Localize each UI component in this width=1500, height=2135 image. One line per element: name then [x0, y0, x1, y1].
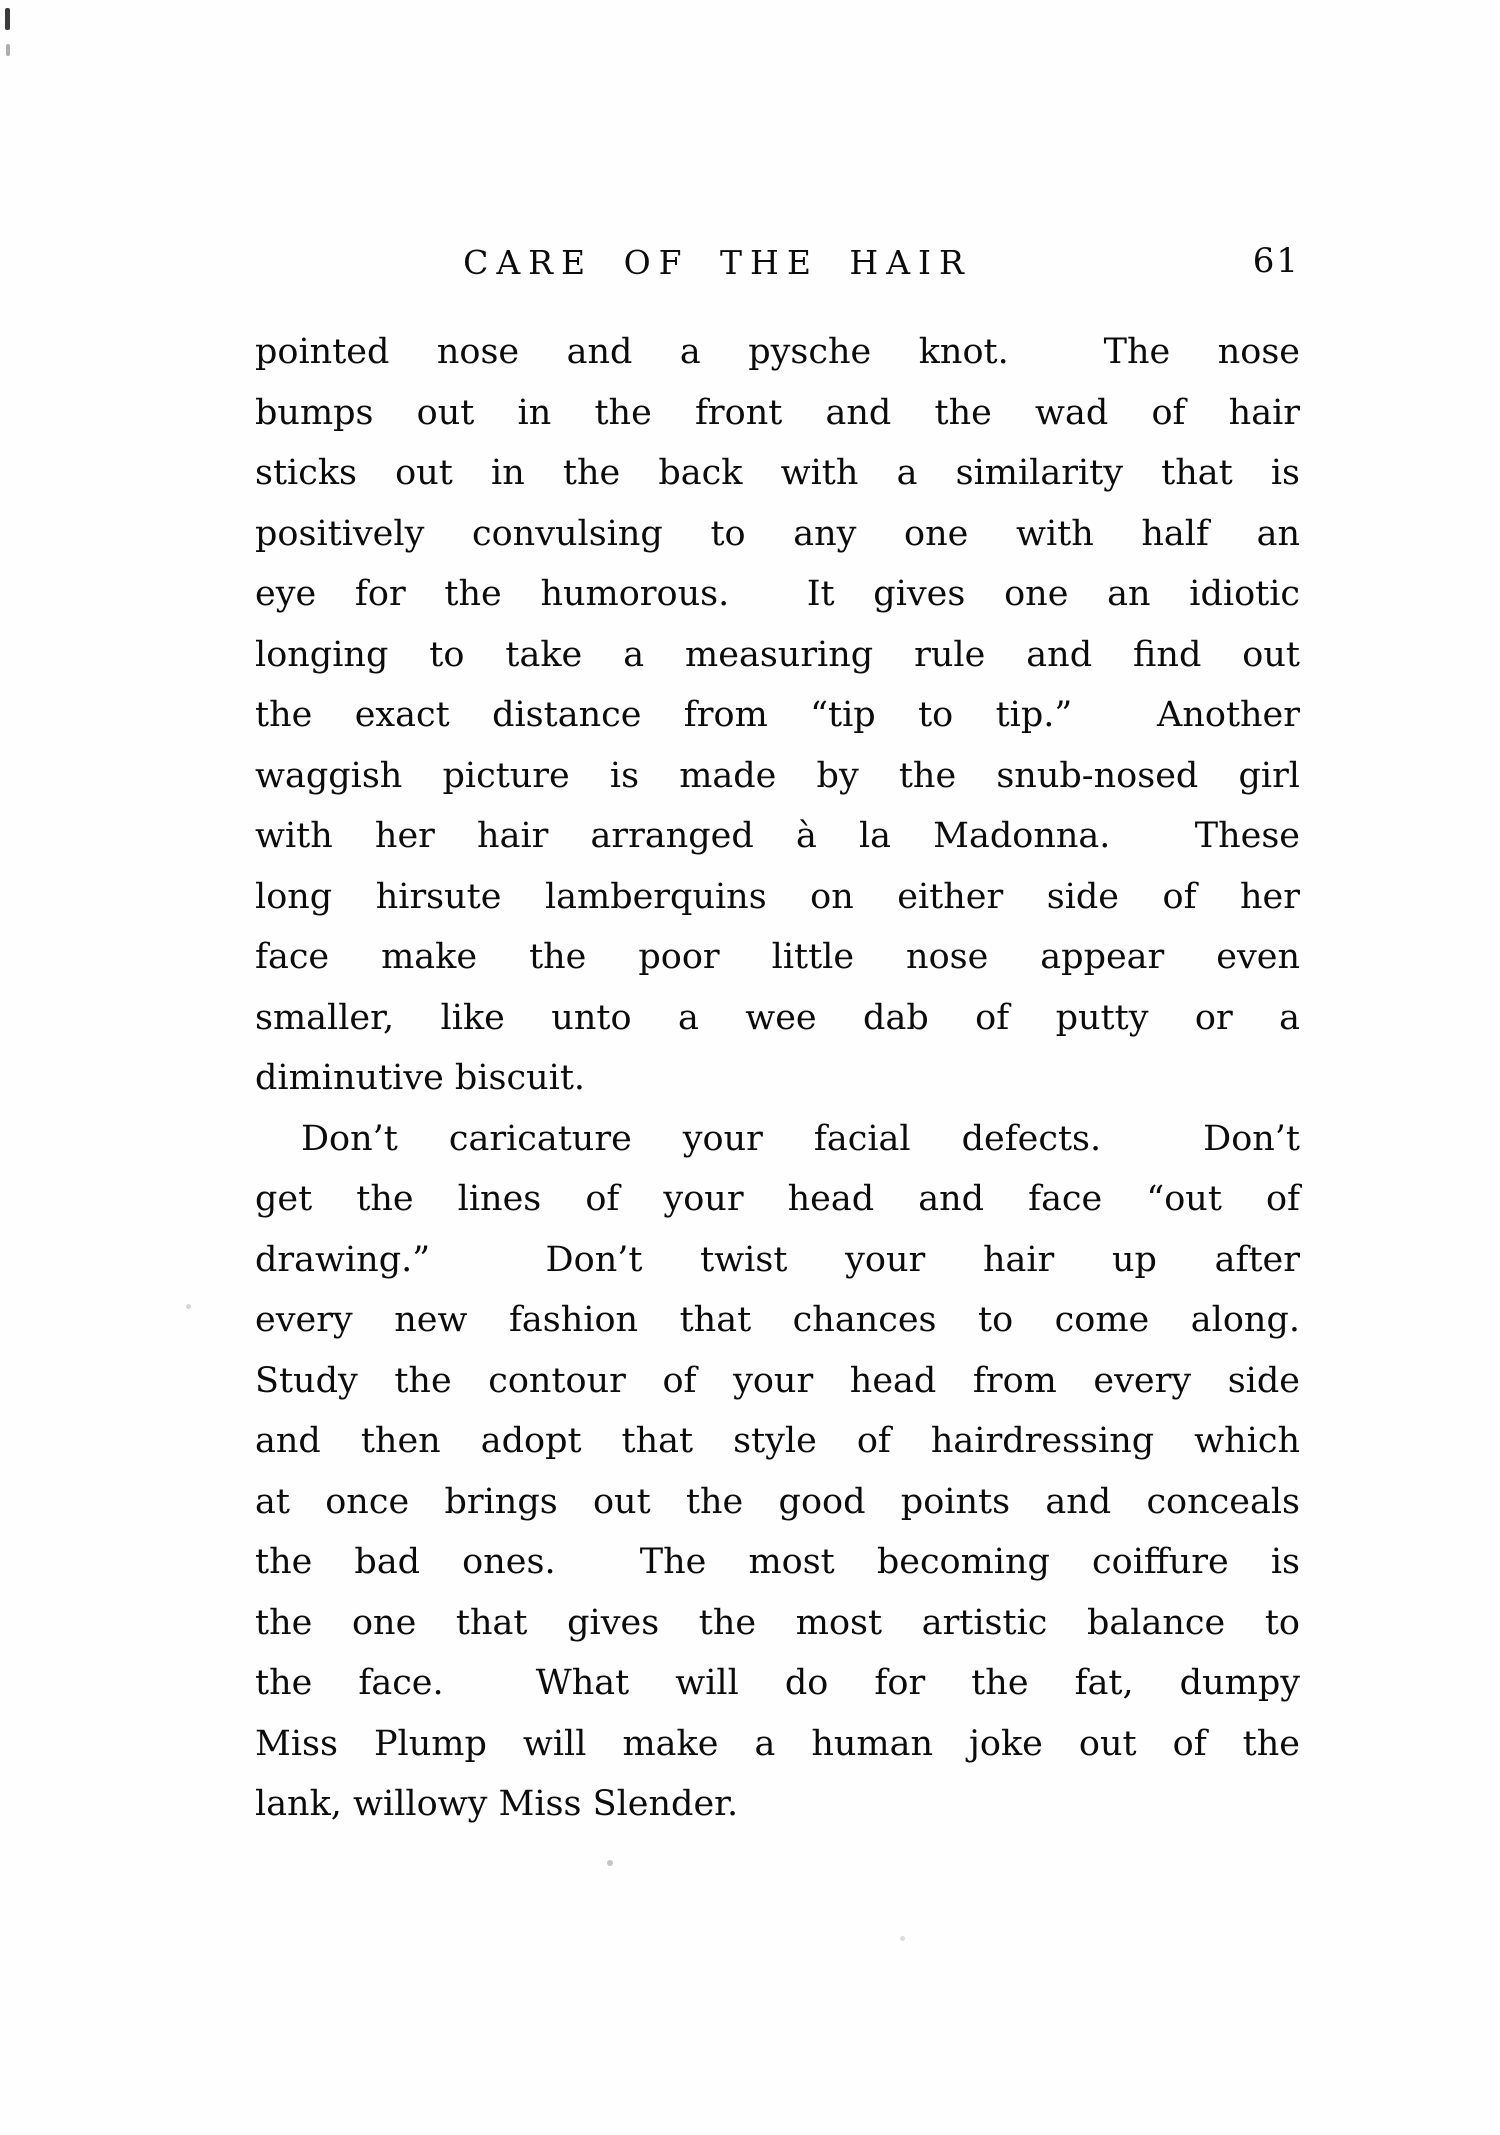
text-line: waggish picture is made by the snub-nosed girl	[255, 755, 1300, 796]
text-line: at once brings out the good points and conceals	[255, 1481, 1300, 1522]
page-number: 61	[1252, 241, 1300, 281]
text-line: Miss Plump will make a human joke out of the	[255, 1723, 1300, 1764]
text-line: diminutive biscuit.	[255, 1058, 586, 1098]
scan-artifact	[186, 1304, 191, 1309]
paragraph-continued	[255, 322, 1300, 1109]
body-text	[255, 322, 1300, 1835]
text-line: pointed nose and a pysche knot. The nose	[255, 332, 1300, 372]
text-line: Study the contour of your head from every side	[255, 1360, 1300, 1401]
text-line: lank, willowy Miss Slender.	[255, 1784, 739, 1824]
text-line: every new fashion that chances to come along.	[255, 1300, 1300, 1340]
text-line: and then adopt that style of hairdressing which	[255, 1421, 1300, 1461]
text-line: get the lines of your head and face “out of	[255, 1179, 1300, 1219]
scan-artifact	[5, 8, 10, 30]
text-line: longing to take a measuring rule and find out	[255, 634, 1300, 675]
text-line: sticks out in the back with a similarity that is	[255, 453, 1300, 493]
text-line: smaller, like unto a wee dab of putty or a	[255, 997, 1300, 1038]
text-line: the one that gives the most artistic balance to	[255, 1602, 1300, 1643]
running-head-title: CARE OF THE HAIR	[463, 243, 972, 282]
text-line: positively convulsing to any one with half an	[255, 513, 1300, 554]
page-header	[255, 243, 1300, 303]
scan-artifact	[6, 44, 10, 56]
scan-artifact	[607, 1860, 613, 1866]
scan-artifact	[900, 1936, 905, 1941]
text-line: the bad ones. The most becoming coiffure is	[255, 1542, 1300, 1582]
text-line: long hirsute lamberquins on either side of her	[255, 876, 1300, 917]
paragraph-advice	[255, 1109, 1300, 1835]
text-line: Don’t caricature your facial defects. Don’t	[301, 1118, 1300, 1159]
text-line: the face. What will do for the fat, dumpy	[255, 1663, 1300, 1703]
text-line: eye for the humorous. It gives one an idiotic	[255, 574, 1300, 614]
text-line: drawing.” Don’t twist your hair up after	[255, 1239, 1300, 1280]
text-line: with her hair arranged à la Madonna. These	[255, 816, 1300, 856]
text-line: the exact distance from “tip to tip.” Another	[255, 695, 1300, 735]
text-line: bumps out in the front and the wad of hair	[255, 392, 1300, 433]
text-line: face make the poor little nose appear even	[255, 937, 1300, 977]
